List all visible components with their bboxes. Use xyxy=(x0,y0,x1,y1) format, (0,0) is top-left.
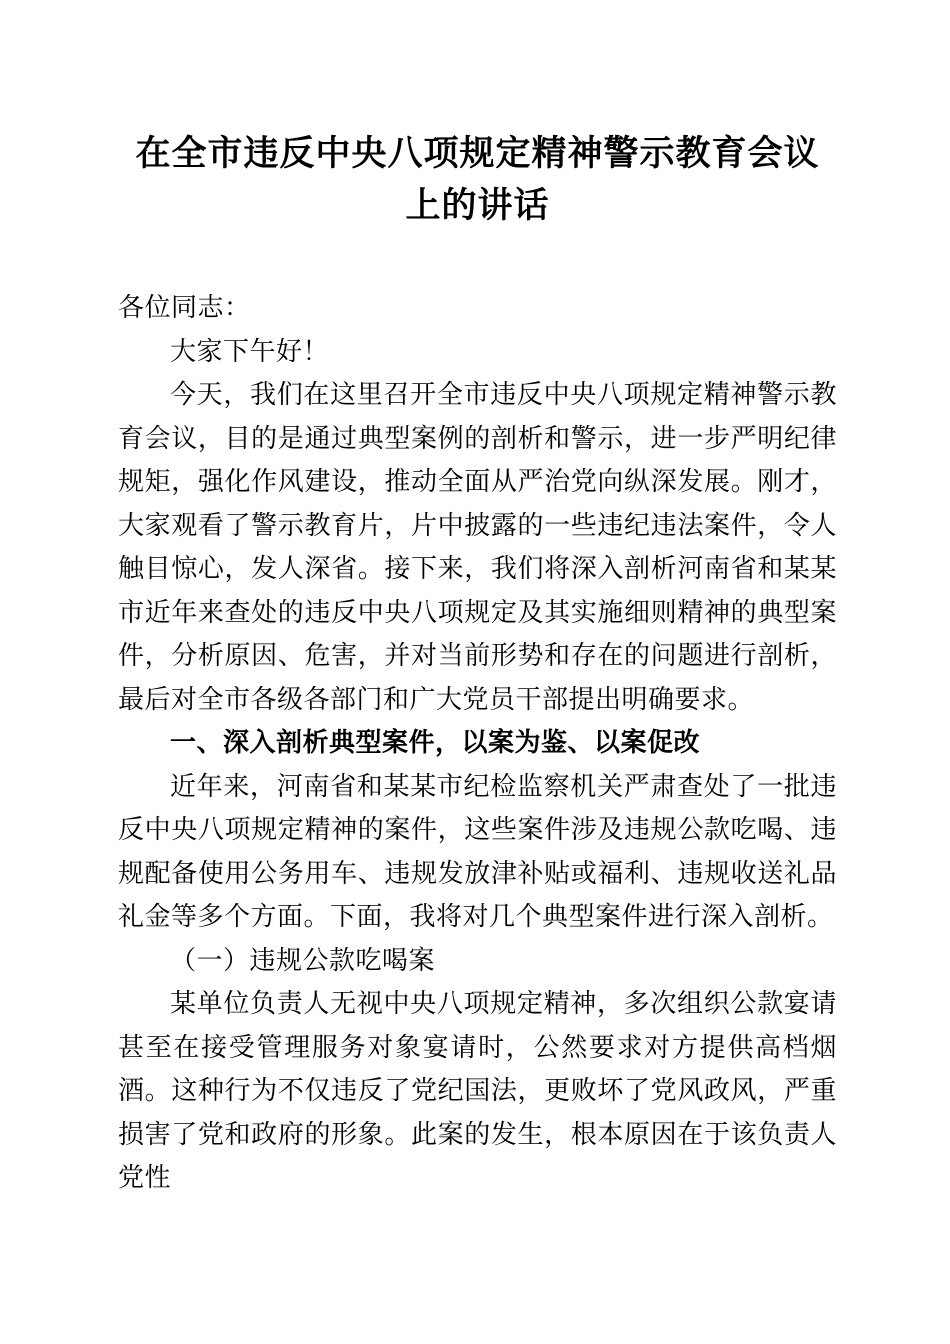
salutation-line: 各位同志： xyxy=(118,293,251,322)
subsection-heading: （一）违规公款吃喝案 xyxy=(170,945,436,975)
document-title: 在全市违反中央八项规定精神警示教育会议上的讲话 xyxy=(135,134,820,225)
document-body xyxy=(118,286,837,1200)
paragraph: 近年来，河南省和某某市纪检监察机关严肃查处了一批违反中央八项规定精神的案件，这些案件涉及违规公款吃喝、违规配备使用公务用车、违规发放津补贴或福利、违规收送礼品礼金等多个方面。下面，我将对几个典型案件进行深入剖析。 xyxy=(118,771,837,931)
paragraph: 大家下午好！ xyxy=(170,336,330,366)
paragraph: 今天，我们在这里召开全市违反中央八项规定精神警示教育会议，目的是通过典型案例的剖析和警示，进一步严明纪律规矩，强化作风建设，推动全面从严治党向纵深发展。刚才，大家观看了警示教育片，片中披露的一些违纪违法案件，令人触目惊心，发人深省。接下来，我们将深入剖析河南省和某某市近年来查处的违反中央八项规定及其实施细则精神的典型案件，分析原因、危害，并对当前形势和存在的问题进行剖析，最后对全市各级各部门和广大党员干部提出明确要求。 xyxy=(118,380,837,714)
paragraph: 某单位负责人无视中央八项规定精神，多次组织公款宴请甚至在接受管理服务对象宴请时，公然要求对方提供高档烟酒。这种行为不仅违反了党纪国法，更败坏了党风政风，严重损害了党和政府的形象。此案的发生，根本原因在于该负责人党性 xyxy=(118,989,837,1192)
section-heading: 一、深入剖析典型案件，以案为鉴、以案促改 xyxy=(170,727,701,757)
